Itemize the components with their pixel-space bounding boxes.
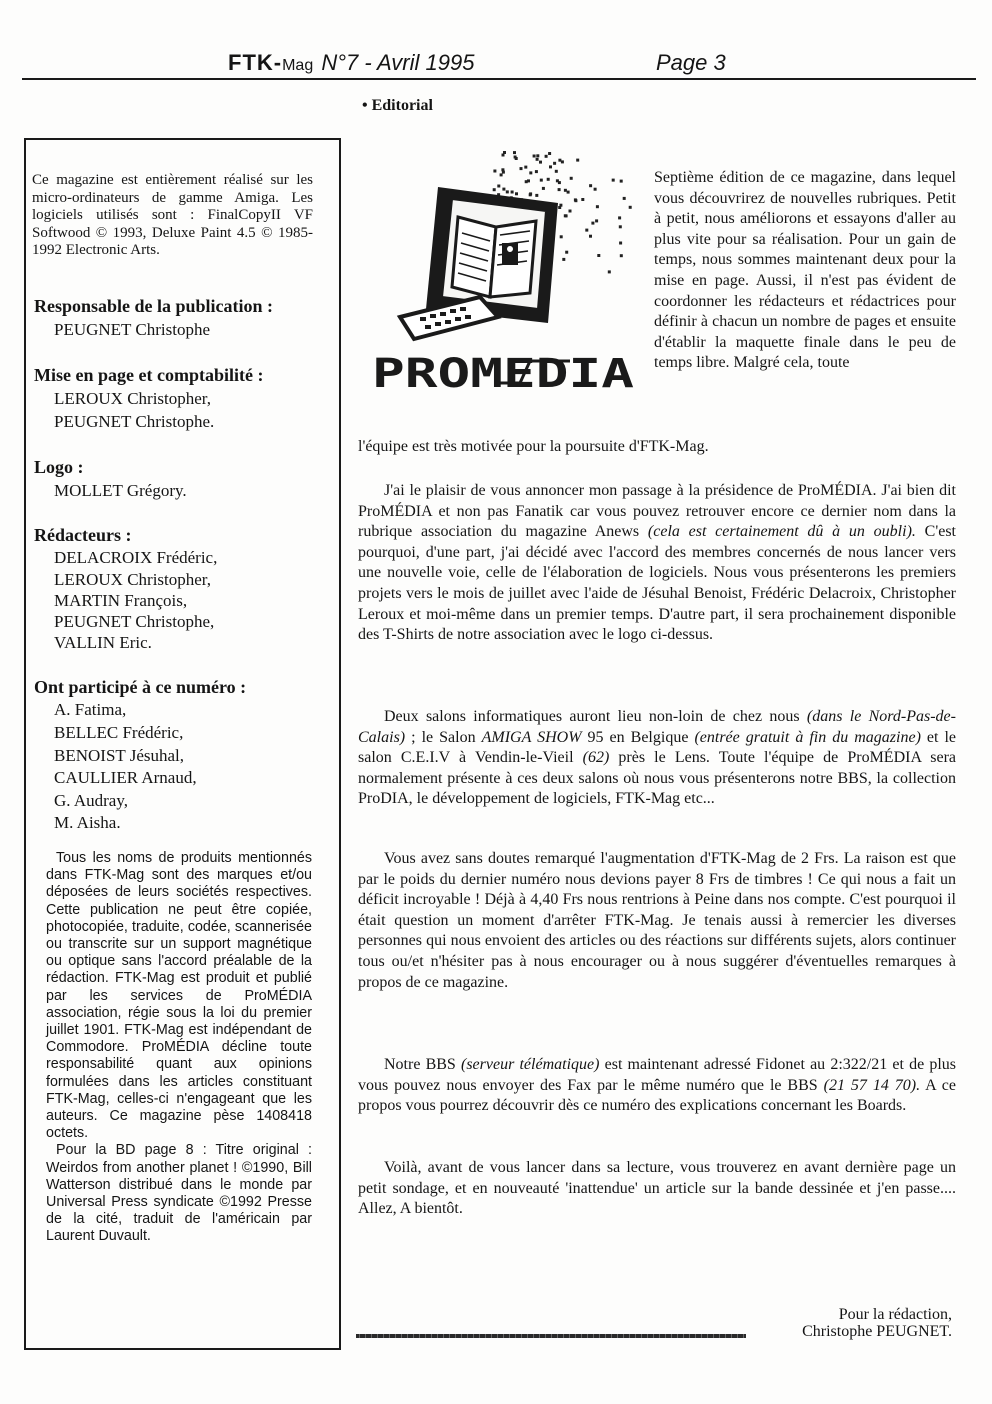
editorial-paragraph: Deux salons informatiques auront lieu non-loin de chez nous (dans le Nord-Pas-de-Calais) ; le Salon AMIGA SHOW 95 en Belgique (entrée gratuit à fin du magazine) et le salon C.E.I.V à Vendin-le-Vieil (62) près le Lens. Toute l'équipe de ProMÉDIA sera normalement présente à ces deux salons où nous vous présenterons notre BBS, la collection ProDIA, le développement de logiciels, FTK-Mag etc... bbox=[358, 708, 957, 808]
pixel-dot bbox=[533, 155, 536, 158]
promedia-logo bbox=[370, 147, 638, 409]
signature-line-1: Pour la rédaction, bbox=[838, 1306, 952, 1323]
role-name: BELLEC Frédéric, bbox=[54, 723, 184, 742]
pixel-dot bbox=[560, 235, 563, 238]
pixel-dot bbox=[529, 193, 532, 196]
pixel-dot bbox=[597, 254, 600, 257]
pixel-dot bbox=[619, 225, 622, 228]
page-header bbox=[228, 50, 788, 78]
software-credits: Ce magazine est entièrement réalisé sur les micro-ordinateurs de gamme Amiga. Les logiciels utilisés sont : FinalCopyII VF Softwood © 1993, Deluxe Paint 4.5 © 1985-1992 Electronic Arts. bbox=[32, 172, 313, 258]
pixel-dot bbox=[500, 173, 503, 176]
pixel-dot bbox=[511, 191, 514, 194]
pixel-dot bbox=[565, 251, 568, 254]
pixel-dot bbox=[549, 165, 552, 168]
pixel-dot bbox=[558, 188, 561, 191]
role-name: PEUGNET Christophe, bbox=[54, 612, 215, 631]
pixel-dot bbox=[493, 188, 496, 191]
pixel-dot bbox=[558, 159, 561, 162]
keyboard-icon bbox=[400, 297, 498, 339]
pixel-dot bbox=[574, 198, 577, 201]
pixel-dot bbox=[612, 179, 615, 182]
pixel-dot bbox=[608, 270, 611, 273]
editorial-paragraph: Voilà, avant de vous lancer dans sa lecture, vous trouverez en avant dernière page un petit sondage, et en nouveauté 'inattendue' un article sur la bande dessinée et j'en passe.... Allez, A bientôt. bbox=[358, 1159, 956, 1218]
pixel-dot bbox=[502, 188, 505, 191]
pixel-dot bbox=[555, 170, 558, 173]
editorial-paragraph: Vous avez sans doutes remarqué l'augmentation d'FTK-Mag de 2 Frs. La raison est que par le poids du dernier numéro nous devions payer 8 Frs de timbres ! Ce qui nous a fait un déficit incroyable ! Déjà à 4,40 Frs nous rentrions à Peine dans nos compte. C'est pourquoi il était question un moment d'arrêter FTK-Mag. Je tenais aussi à remercier les diverses personnes qui nous envoient des articles ou des réactions sur différents sujets, alors continuer tous ou/et n'hésiter pas à nous encourager ou à nous suggérer d'éventuelles remarques à propos de ce magazine. bbox=[358, 850, 956, 991]
credits-box bbox=[24, 138, 341, 1350]
pixel-dot bbox=[525, 180, 528, 183]
role-name: CAULLIER Arnaud, bbox=[54, 768, 197, 787]
pixel-dot bbox=[576, 159, 579, 162]
pixel-dot bbox=[501, 168, 504, 171]
role-name: MOLLET Grégory. bbox=[54, 481, 187, 500]
pixel-dot bbox=[503, 151, 506, 154]
logo-wordmark: PROMEDIA bbox=[372, 351, 634, 397]
pixel-dot bbox=[589, 235, 592, 238]
role-heading-contributors: Ont participé à ce numéro : bbox=[34, 677, 247, 697]
pixel-dot bbox=[595, 219, 598, 222]
pixel-dot bbox=[548, 152, 551, 155]
role-name: LEROUX Christopher, bbox=[54, 389, 212, 408]
role-name: PEUGNET Christophe bbox=[54, 320, 210, 339]
pixel-dot bbox=[565, 214, 568, 217]
pixel-dot bbox=[567, 191, 570, 194]
pixel-dot bbox=[585, 229, 588, 232]
pixel-dot bbox=[562, 258, 565, 261]
editorial-paragraph: Notre BBS (serveur télématique) est maintenant adressé Fidonet au 2:322/21 et de plus vous pouvez nous envoyer des Fax par le même numéro que le BBS (21 57 14 70). A ce propos vous pourrez découvrir dès ce numéro des explications concernant les Boards. bbox=[358, 1056, 957, 1115]
role-name: VALLIN Eric. bbox=[54, 633, 152, 652]
pixel-dot bbox=[569, 210, 572, 213]
role-name: PEUGNET Christophe. bbox=[54, 412, 215, 431]
pixel-dot bbox=[540, 179, 543, 182]
role-name: LEROUX Christopher, bbox=[54, 570, 212, 589]
pixel-dot bbox=[513, 151, 516, 154]
role-name: BENOIST Jésuhal, bbox=[54, 746, 185, 765]
pixel-dot bbox=[535, 194, 538, 197]
role-name: DELACROIX Frédéric, bbox=[54, 548, 218, 567]
pixel-dot bbox=[618, 216, 621, 219]
trademark-notice: Tous les noms de produits mentionnés dans FTK-Mag sont des marques et/ou déposées de leurs sociétés respectives. Cette publication ne peut être copiée, photocopiée, traduite, codée, scannerisée ou transcrite sur un support magnétique ou optique sans l'accord préalable de la rédaction. FTK-Mag est produit et publié par les services de ProMÉDIA association, régie sous la loi du premier juillet 1901. FTK-Mag est indépendant de Commodore. ProMÉDIA décline toute responsabilité quant aux opinions formulées dans les articles constituant FTK-Mag, celles-ci n'engageant que les auteurs. Ce magazine pèse 1408418 octets. bbox=[46, 850, 312, 1142]
role-heading-layout: Mise en page et comptabilité : bbox=[34, 365, 264, 385]
pixel-dot bbox=[589, 184, 592, 187]
role-heading-publication: Responsable de la publication : bbox=[34, 296, 274, 316]
header-rule bbox=[22, 78, 976, 80]
pixel-dot bbox=[506, 190, 509, 193]
pixel-dot bbox=[520, 167, 523, 170]
issue-label: N°7 - Avril 1995 bbox=[321, 50, 475, 75]
pixel-dot bbox=[524, 166, 527, 169]
signature-author: Christophe PEUGNET. bbox=[802, 1323, 952, 1340]
pixel-dot bbox=[620, 180, 623, 183]
pixel-dot bbox=[581, 198, 584, 201]
pixel-dot bbox=[542, 187, 545, 190]
magazine-brand-suffix: Mag bbox=[282, 57, 314, 74]
pixel-dot bbox=[535, 170, 538, 173]
editorial-paragraph: J'ai le plaisir de vous annoncer mon passage à la présidence de ProMÉDIA. J'ai bien dit ProMÉDIA et non pas Fanatik car vous pouvez retrouver encore ce dernier nom dans la rubrique association du magazine Anews (cela est certainement dû à un oubli). C'est pourquoi, d'une part, j'ai décidé avec l'accord des membres concernés de nous lancer vers une nouvelle voie, celle de l'élaboration de logiciels. Nous vous présenterons les premiers projets vers le mois de juillet avec l'aide de Jésuhal Benoist, Frédéric Delacroix, Christopher Leroux et moi-même dans un premier temps. D'autre part, il sera prochainement disponible des T-Shirts de notre association avec le logo ci-dessus. bbox=[358, 482, 956, 644]
pixel-dot bbox=[564, 189, 567, 192]
role-name: M. Aisha. bbox=[54, 813, 121, 832]
pixel-dot bbox=[619, 242, 622, 245]
pixel-dot bbox=[594, 188, 597, 191]
pixel-dot bbox=[529, 171, 532, 174]
role-name: MARTIN François, bbox=[54, 591, 188, 610]
pixel-dot bbox=[536, 154, 539, 157]
pixel-dot bbox=[545, 155, 548, 158]
signature bbox=[802, 1306, 952, 1340]
section-title: • Editorial bbox=[362, 97, 433, 114]
pixel-dot bbox=[558, 206, 561, 209]
role-heading-logo: Logo : bbox=[34, 457, 84, 477]
pixel-dot bbox=[558, 181, 561, 184]
pixel-dot bbox=[623, 197, 626, 200]
signature-rule bbox=[356, 1334, 746, 1338]
pixel-dot bbox=[553, 162, 556, 165]
pixel-dot bbox=[591, 222, 594, 225]
pixel-dot bbox=[620, 254, 623, 257]
magazine-brand: FTK- bbox=[228, 50, 283, 75]
pixel-dot bbox=[497, 185, 500, 188]
role-name: G. Audray, bbox=[54, 791, 128, 810]
editorial-intro: Septième édition de ce magazine, dans lequel vous découvrirez de nouvelles rubriques. Petit à petit, nous améliorons et essayons d'aller au plus vite pour sa réalisation. Pour un gain de temps, nous sommes maintenant deux pour la mise en page. Aussi, il n'est pas évident de coordonner les rédacteurs et rédactrices pour définir à chacun un nombre de pages et ensuite d'établir la maquette finale dans le peu de temps libre. Malgré cela, toute bbox=[654, 169, 956, 372]
role-name: A. Fatima, bbox=[54, 700, 127, 719]
pixel-dot bbox=[539, 161, 542, 164]
pixel-dot bbox=[536, 158, 539, 161]
pixel-dot bbox=[547, 178, 550, 181]
pixel-dot bbox=[514, 156, 517, 159]
page-number: Page 3 bbox=[656, 50, 726, 75]
comic-credits: Pour la BD page 8 : Titre original : Weirdos from another planet ! ©1990, Bill Watterson distribué dans le monde par Universal Press syndicate ©1992 Presse de la cité, traduit de l'américain par Laurent Duvault. bbox=[46, 1142, 312, 1245]
legal-notice bbox=[46, 850, 312, 1246]
pixel-dot bbox=[629, 206, 632, 209]
pixel-dot bbox=[596, 205, 599, 208]
pixel-dot bbox=[570, 177, 573, 180]
editorial-intro-continued: l'équipe est très motivée pour la poursuite d'FTK-Mag. bbox=[358, 438, 709, 455]
pixel-dot bbox=[515, 192, 518, 195]
pixel-dot bbox=[493, 170, 496, 173]
role-heading-editors: Rédacteurs : bbox=[34, 525, 132, 545]
